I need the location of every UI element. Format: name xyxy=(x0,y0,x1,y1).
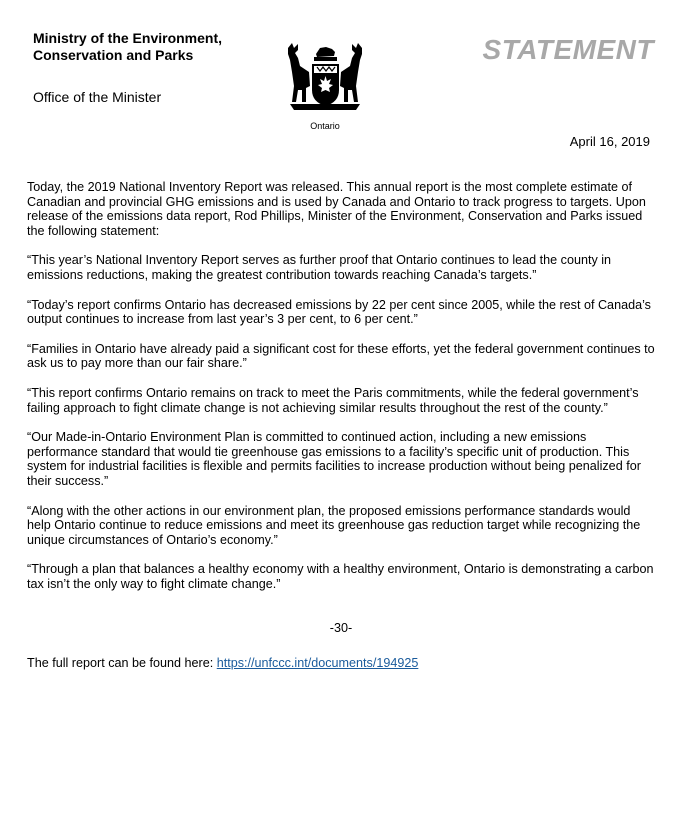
ministry-name-line1: Ministry of the Environment, xyxy=(33,30,223,46)
coat-of-arms-icon xyxy=(276,40,374,120)
office-name: Office of the Minister xyxy=(33,89,162,105)
paragraph-quote: “Our Made-in-Ontario Environment Plan is committed to continued action, including a new emissions performance standard that would tie greenhouse gas emissions to a facility’s specific unit of production. This system for industrial facilities is flexible and permits facilities to increase production without being penalized for their success.” xyxy=(27,430,641,488)
end-mark: -30- xyxy=(329,621,353,636)
ontario-coat-of-arms-logo xyxy=(276,40,374,136)
document-type-title: STATEMENT xyxy=(482,34,654,65)
paragraph-quote: “This year’s National Inventory Report serves as further proof that Ontario continues to lead the county in emissions reductions, making the greatest contribution towards reaching Canada’s targets.” xyxy=(27,253,612,282)
paragraph-quote: “Today’s report confirms Ontario has decreased emissions by 22 per cent since 2005, while the rest of Canada’s output continues to increase from last year’s 3 per cent, to 6 per cent.” xyxy=(27,297,651,327)
footer-line xyxy=(27,656,655,671)
paragraph-quote: “Families in Ontario have already paid a significant cost for these efforts, yet the federal government continues to ask us to pay more than our fair share.” xyxy=(27,341,655,371)
paragraph-quote: “Along with the other actions in our environment plan, the proposed emissions performance standards would help Ontario continue to reduce emissions and meet its greenhouse gas reduction target while recognizing the unique circumstances of Ontario’s economy.” xyxy=(27,503,641,547)
report-link[interactable]: https://unfccc.int/documents/194925 xyxy=(216,656,419,671)
ministry-name xyxy=(33,30,222,64)
paragraph-intro: Today, the 2019 National Inventory Report was released. This annual report is the most complete estimate of Canadian and provincial GHG emissions and is used by Canada and Ontario to track progress to targets. Upon release of the emissions data report, Rod Phillips, Minister of the Environment, Conservation and Parks issued the following statement: xyxy=(27,180,646,238)
logo-label: Ontario xyxy=(310,121,340,131)
ministry-name-line2: Conservation and Parks xyxy=(33,47,194,63)
footer-text: The full report can be found here: xyxy=(27,656,217,671)
paragraph-quote: “Through a plan that balances a healthy economy with a healthy environment, Ontario is demonstrating a carbon tax isn’t the only way to fight climate change.” xyxy=(27,562,654,591)
statement-date: April 16, 2019 xyxy=(569,134,650,149)
statement-body xyxy=(27,180,655,671)
paragraph-quote: “This report confirms Ontario remains on track to meet the Paris commitments, while the federal government’s failing approach to fight climate change is not achieving similar results throughout the rest of the county.” xyxy=(27,385,639,415)
